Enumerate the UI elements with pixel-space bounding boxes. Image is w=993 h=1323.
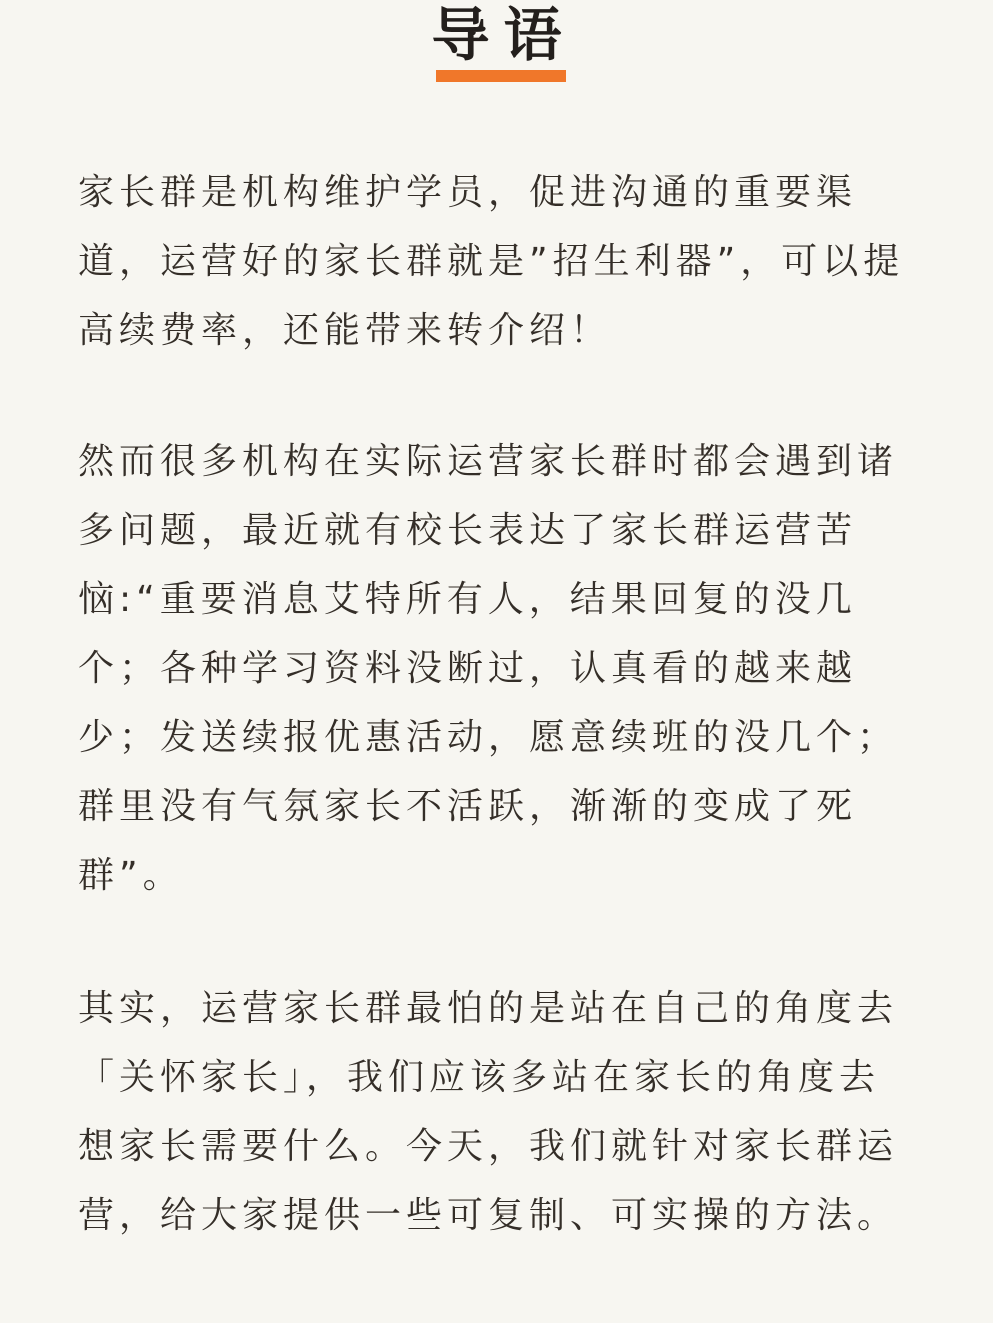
title-underline <box>436 70 566 82</box>
page-title: 导语 <box>431 1 576 69</box>
article-body <box>78 158 918 1250</box>
intro-paragraph: 家长群是机构维护学员，促进沟通的重要渠道，运营好的家长群就是”招生利器”，可以提高续费率，还能带来转介绍！ <box>78 172 905 351</box>
problem-paragraph: 然而很多机构在实际运营家长群时都会遇到诸多问题，最近就有校长表达了家长群运营苦恼:“重要消息艾特所有人，结果回复的没几个；各种学习资料没断过，认真看的越来越少；发送续报优惠活动，愿意续班的没几个；群里没有气氛家长不活跃，渐渐的变成了死群”。 <box>78 441 899 896</box>
solution-paragraph: 其实，运营家长群最怕的是站在自己的角度去「关怀家长」，我们应该多站在家长的角度去想家长需要什么。今天，我们就针对家长群运营，给大家提供一些可复制、可实操的方法。 <box>78 988 899 1236</box>
article-heading <box>0 0 993 69</box>
